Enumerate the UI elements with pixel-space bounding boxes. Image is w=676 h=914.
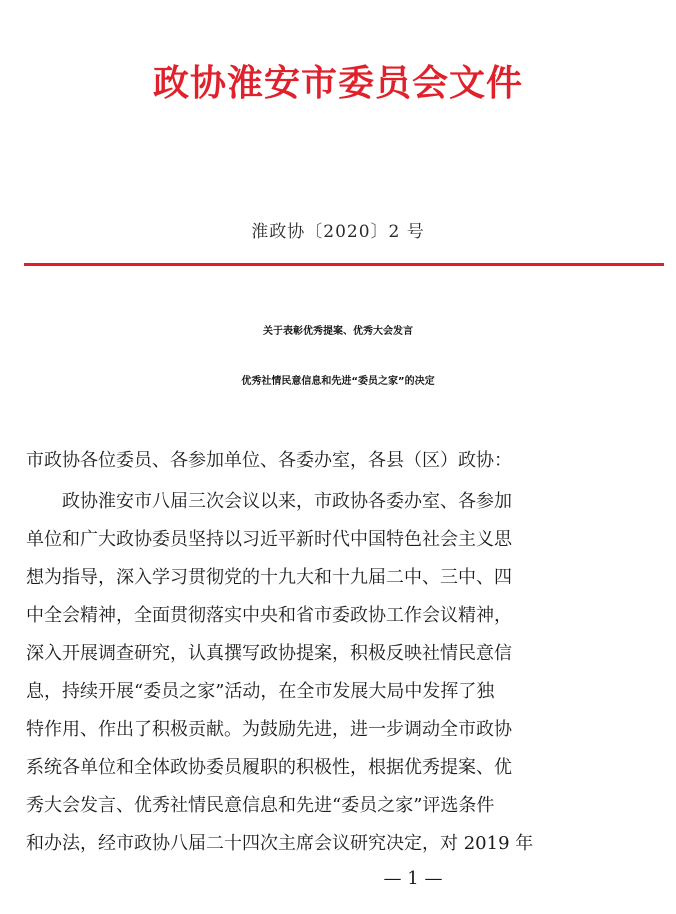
body-line: 想为指导，深入学习贯彻党的十九大和十九届二中、三中、四 xyxy=(26,567,512,588)
document-number: 淮政协〔2020〕2 号 xyxy=(251,222,425,242)
document-title-line-1: 关于表彰优秀提案、优秀大会发言 xyxy=(263,326,413,337)
masthead-title: 政协淮安市委员会文件 xyxy=(152,63,523,104)
body-line: 秀大会发言、优秀社情民意信息和先进“委员之家”评选条件 xyxy=(26,795,495,816)
body-line: 特作用、作出了积极贡献。为鼓励先进，进一步调动全市政协 xyxy=(26,719,512,740)
body-line: 息，持续开展“委员之家”活动，在全市发展大局中发挥了独 xyxy=(26,681,495,702)
page-number: — 1 — xyxy=(383,868,443,889)
body-line: 单位和广大政协委员坚持以习近平新时代中国特色社会主义思 xyxy=(26,529,512,550)
document-title-line-2: 优秀社情民意信息和先进“委员之家”的决定 xyxy=(241,376,435,387)
body-line: 系统各单位和全体政协委员履职的积极性，根据优秀提案、优 xyxy=(26,757,512,778)
body-line: 深入开展调查研究，认真撰写政协提案，积极反映社情民意信 xyxy=(26,643,512,664)
body-line: 中全会精神，全面贯彻落实中央和省市委政协工作会议精神， xyxy=(26,605,512,626)
body-line: 政协淮安市八届三次会议以来，市政协各委办室、各参加 xyxy=(26,491,512,512)
red-divider-line xyxy=(24,263,664,266)
body-line: 和办法，经市政协八届二十四次主席会议研究决定，对 2019 年 xyxy=(26,833,534,854)
salutation: 市政协各位委员、各参加单位、各委办室，各县（区）政协： xyxy=(26,450,512,471)
